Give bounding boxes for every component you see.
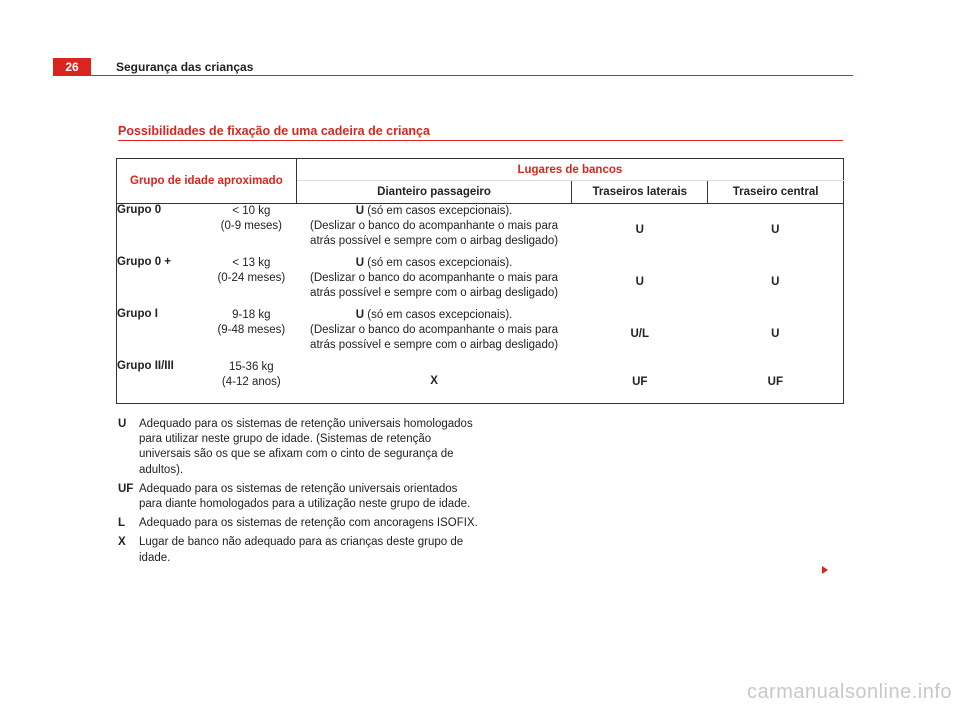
row-lateral: U bbox=[635, 276, 644, 288]
col-front-passenger: Dianteiro passageiro bbox=[296, 181, 572, 204]
table-row bbox=[117, 308, 844, 360]
row-center: U bbox=[708, 204, 844, 257]
col-rear-center: Traseiro central bbox=[708, 181, 844, 204]
running-title: Segurança das crianças bbox=[116, 60, 254, 74]
row-lateral: U/L bbox=[630, 328, 650, 340]
col-rear-lateral: Traseiros laterais bbox=[572, 181, 708, 204]
legend-text: Lugar de banco não adequado para as crianças deste grupo de idade. bbox=[139, 536, 464, 564]
child-seat-table bbox=[116, 158, 844, 404]
row-group: Grupo I bbox=[117, 308, 207, 360]
table-row bbox=[117, 256, 844, 308]
header-rule bbox=[91, 75, 853, 76]
row-lateral: U bbox=[635, 224, 644, 236]
group-header: Grupo de idade aproximado bbox=[117, 159, 297, 204]
row-weight: < 10 kg (0-9 meses) bbox=[220, 205, 282, 232]
row-front: U (só em casos excepcionais). (Deslizar o banco do acompanhante o mais para atrás possível e sempre com o airbag desligado) bbox=[310, 309, 559, 351]
legend-code: U bbox=[118, 418, 127, 430]
row-group: Grupo 0 + bbox=[117, 256, 207, 308]
legend-code: UF bbox=[118, 482, 134, 495]
legend-item bbox=[118, 482, 478, 512]
legend-item bbox=[118, 417, 478, 478]
seats-header: Lugares de bancos bbox=[296, 159, 843, 181]
legend-item bbox=[118, 516, 478, 531]
row-group: Grupo 0 bbox=[117, 204, 207, 257]
legend-text: Adequado para os sistemas de retenção universais orientados para diante homologados para a utilização neste grupo de idade. bbox=[139, 482, 471, 511]
section-rule bbox=[118, 140, 843, 141]
legend-text: Adequado para os sistemas de retenção universais homologados para utilizar neste grupo de idade. (Sistemas de retenção universais são os que se afixam com o cinto de segurança de adultos). bbox=[139, 418, 473, 476]
arrow-right-icon bbox=[822, 566, 828, 574]
legend-code: L bbox=[118, 517, 126, 530]
section-title: Possibilidades de fixação de uma cadeira de criança bbox=[118, 124, 430, 138]
legend-item bbox=[118, 535, 478, 565]
row-center: U bbox=[708, 308, 844, 360]
row-center: UF bbox=[708, 360, 844, 404]
row-group: Grupo II/III bbox=[117, 360, 207, 404]
row-weight: < 13 kg (0-24 meses) bbox=[217, 257, 286, 284]
row-front: U (só em casos excepcionais). (Deslizar o banco do acompanhante o mais para atrás possível e sempre com o airbag desligado) bbox=[310, 205, 559, 247]
table-row bbox=[117, 360, 844, 404]
legend bbox=[118, 417, 478, 570]
row-weight: 15-36 kg (4-12 anos) bbox=[206, 360, 296, 404]
row-weight: 9-18 kg (9-48 meses) bbox=[217, 309, 286, 336]
legend-text: Adequado para os sistemas de retenção com ancoragens ISOFIX. bbox=[139, 517, 478, 530]
row-center: U bbox=[708, 256, 844, 308]
row-front: U (só em casos excepcionais). (Deslizar o banco do acompanhante o mais para atrás possível e sempre com o airbag desligado) bbox=[310, 257, 559, 299]
table-row bbox=[117, 204, 844, 257]
row-lateral: UF bbox=[572, 360, 708, 404]
row-front: X bbox=[296, 360, 572, 404]
page-number: 26 bbox=[53, 58, 91, 76]
watermark: carmanualsonline.info bbox=[746, 681, 952, 703]
legend-code: X bbox=[118, 536, 126, 549]
table-header-row bbox=[117, 159, 844, 181]
